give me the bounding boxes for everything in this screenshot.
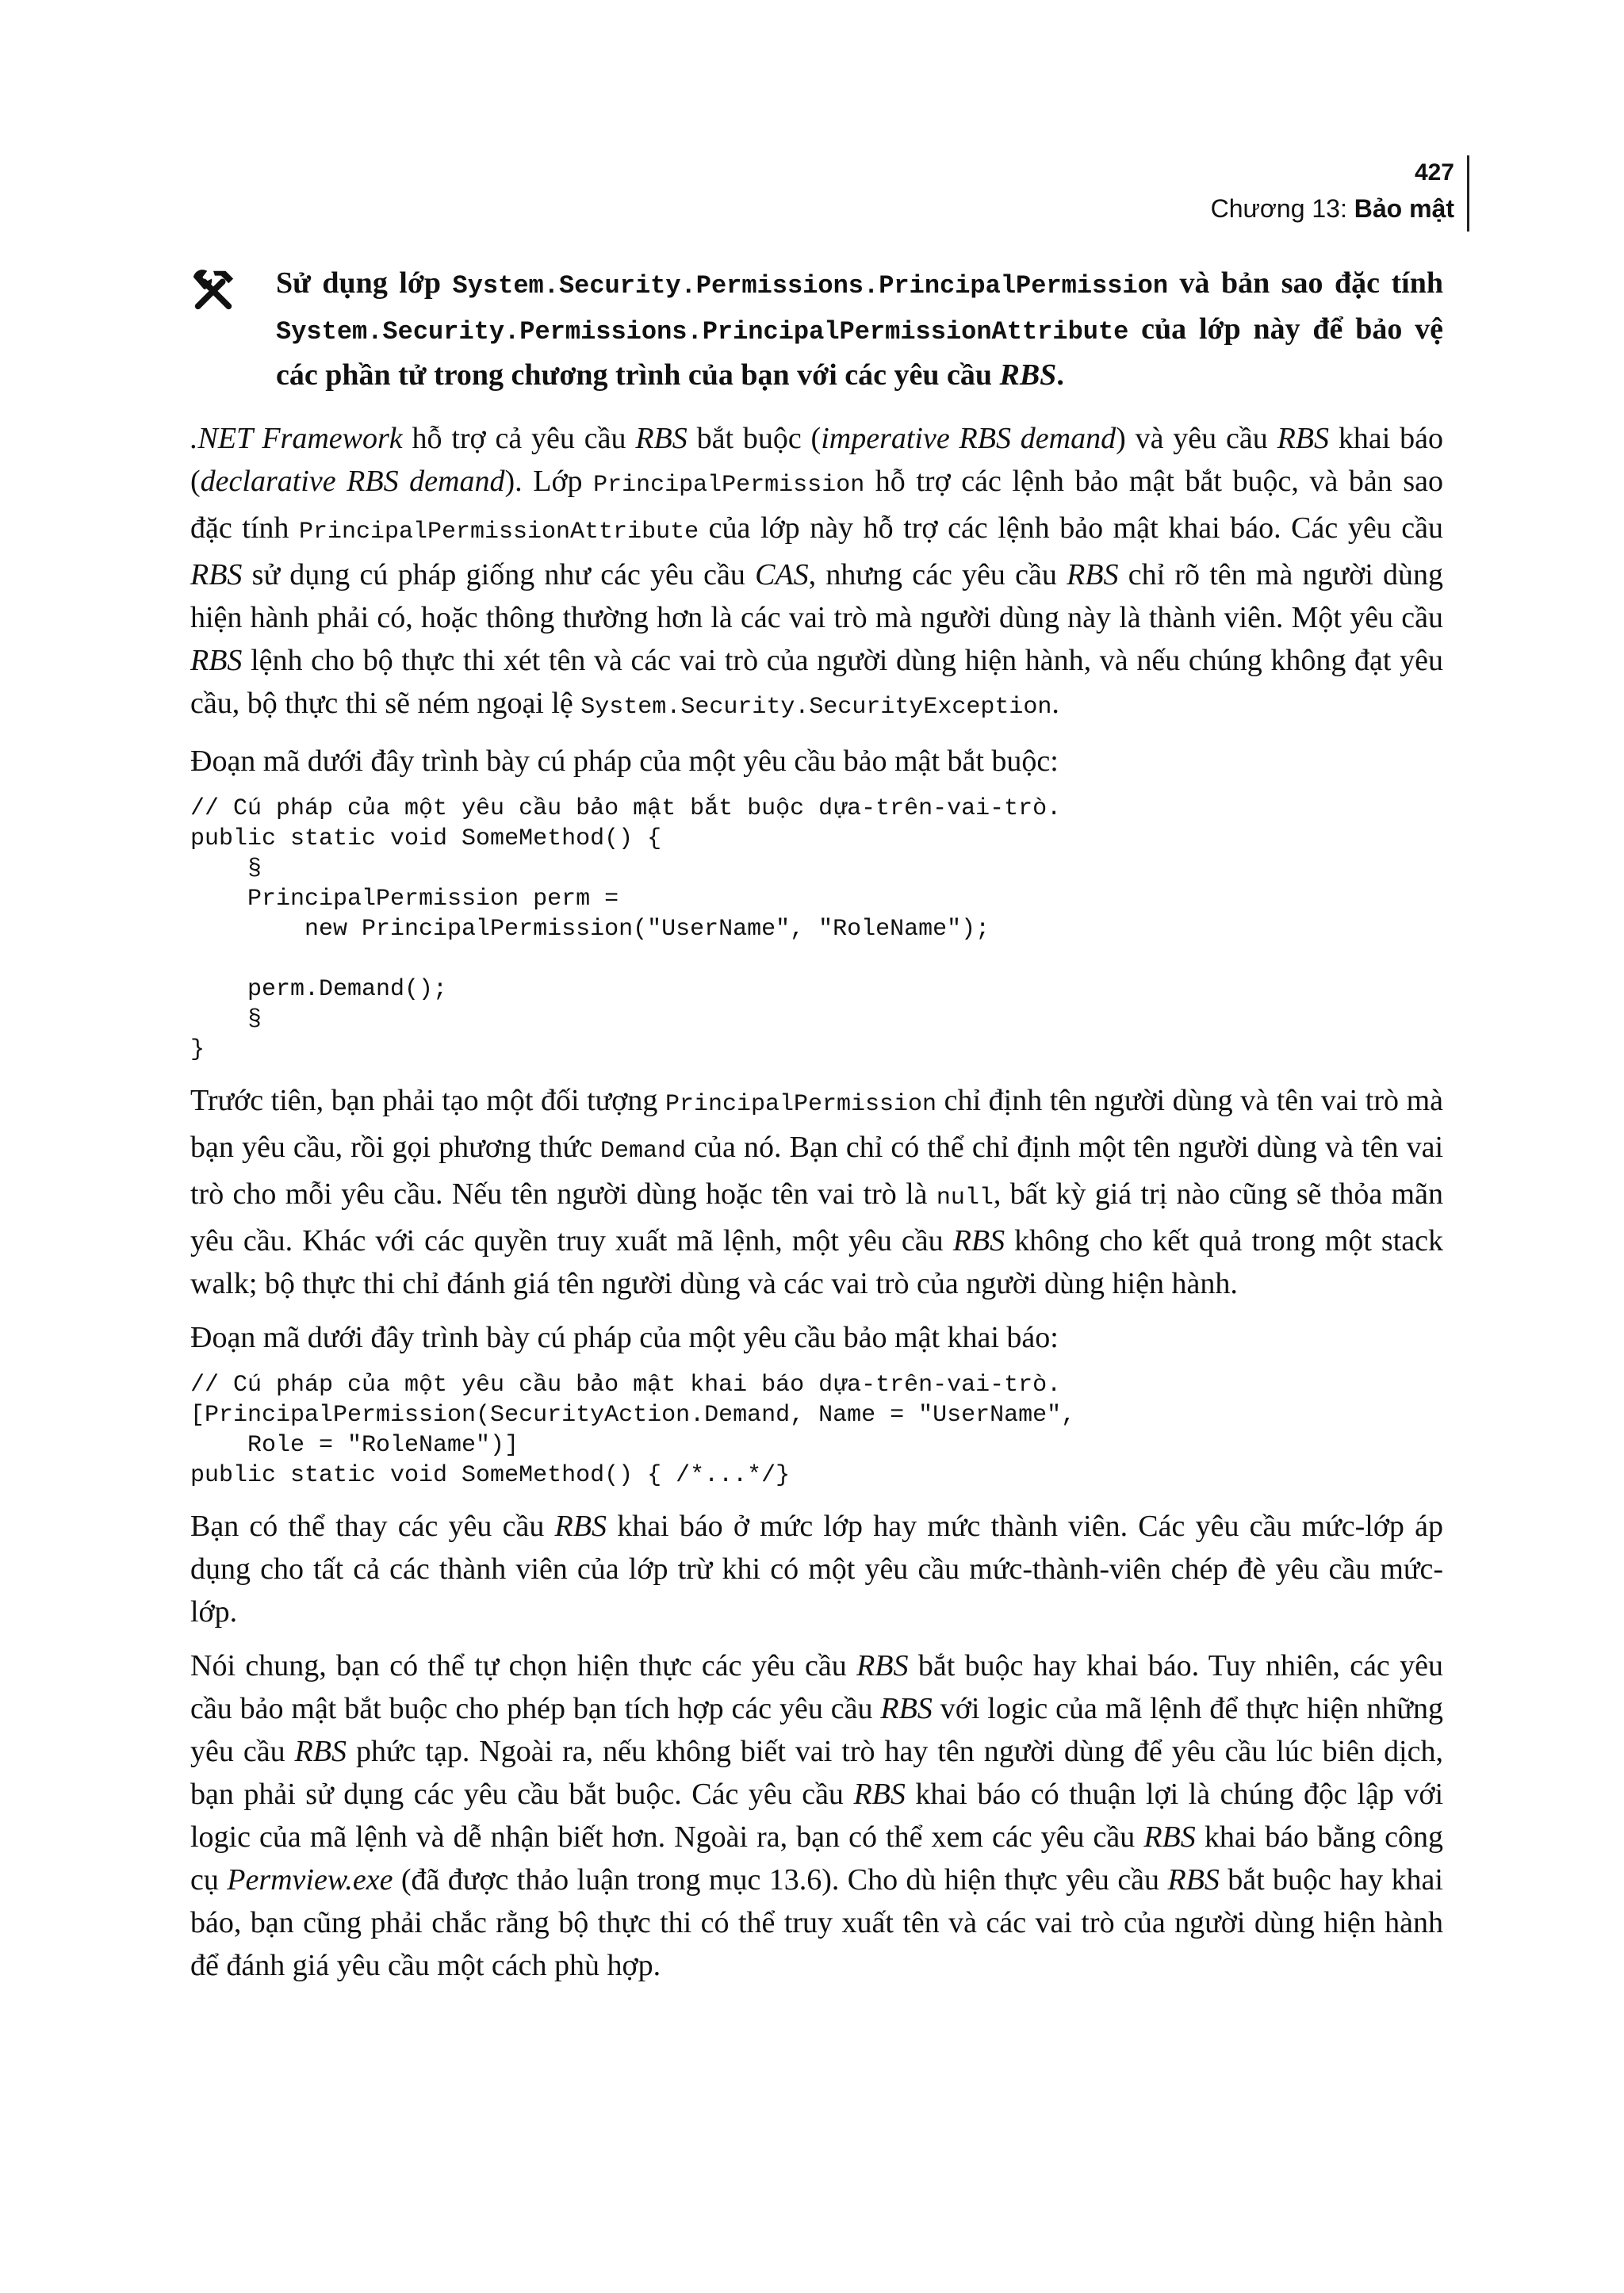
recipe-text-4: . (1056, 358, 1064, 392)
p6-italic-7: RBS (1167, 1863, 1220, 1897)
paragraph-5 (190, 1505, 1443, 1633)
p1-italic-1: .NET Framework (190, 422, 403, 455)
p1-text-1: hỗ trợ cả yêu cầu (402, 422, 636, 455)
p1-text-11: lệnh cho bộ thực thi xét tên và các vai trò của người dùng hiện hành, và nếu chúng không đạt yêu cầu, bộ thực thi sẽ ném ngoại lệ (190, 644, 1443, 720)
recipe-code-1: System.Security.Permissions.PrincipalPermission (452, 271, 1169, 301)
p3-text-3: của nó. Bạn chỉ có thể chỉ định một tên người dùng và tên vai trò cho mỗi yêu cầu. Nếu tên người dùng hoặc tên vai trò là (190, 1131, 1443, 1211)
p1-code-1: PrincipalPermission (593, 472, 865, 499)
chapter-prefix: Chương 13: (1210, 194, 1354, 223)
p1-text-7: của lớp này hỗ trợ các lệnh bảo mật khai báo. Các yêu cầu (699, 511, 1443, 545)
p6-italic-3: RBS (294, 1735, 347, 1768)
p6-italic-5: RBS (1143, 1820, 1196, 1854)
p1-text-8: sử dụng cú pháp giống như các yêu cầu (242, 558, 756, 591)
paragraph-3 (190, 1079, 1443, 1305)
p1-italic-4: RBS (1277, 422, 1330, 455)
p6-italic-2: RBS (880, 1692, 933, 1725)
p1-italic-6: RBS (190, 558, 243, 591)
p6-italic-1: RBS (856, 1649, 909, 1682)
p3-code-1: PrincipalPermission (665, 1091, 937, 1118)
p1-italic-3: imperative RBS demand (821, 422, 1116, 455)
tools-icon (190, 266, 236, 312)
p3-text-1: Trước tiên, bạn phải tạo một đối tượng (190, 1084, 665, 1117)
recipe-text-2: và bản sao đặc tính (1168, 266, 1443, 300)
p5-text-1: Bạn có thể thay các yêu cầu (190, 1510, 555, 1543)
p1-code-2: PrincipalPermissionAttribute (299, 519, 699, 545)
p6-text-1: Nói chung, bạn có thể tự chọn hiện thực các yêu cầu (190, 1649, 857, 1682)
paragraph-4: Đoạn mã dưới đây trình bày cú pháp của một yêu cầu bảo mật khai báo: (190, 1321, 1059, 1354)
recipe-text-1: Sử dụng lớp (276, 266, 453, 300)
p1-italic-5: declarative RBS demand (200, 465, 505, 498)
p6-text-2: bắt buộc hay khai báo. Tuy nhiên, các yêu cầu bảo mật bắt buộc cho phép bạn tích hợp các yêu cầu (190, 1649, 1443, 1725)
p6-italic-4: RBS (853, 1778, 906, 1811)
page-content (190, 262, 1443, 1998)
p3-text-5: không cho kết quả trong một stack walk; bộ thực thi chỉ đánh giá tên người dùng và các vai trò của người dùng hiện hành. (190, 1224, 1444, 1300)
p1-text-2: bắt buộc ( (687, 422, 822, 455)
p1-italic-9: RBS (190, 644, 243, 677)
p6-text-6: khai báo bằng công cụ (190, 1820, 1443, 1897)
p3-italic-1: RBS (952, 1224, 1005, 1258)
p5-text-2: khai báo ở mức lớp hay mức thành viên. Các yêu cầu mức-lớp áp dụng cho tất cả các thành viên của lớp trừ khi có một yêu cầu mức-thành-viên chép đè yêu cầu mức-lớp. (190, 1510, 1443, 1629)
chapter-name: Bảo mật (1354, 194, 1454, 223)
p3-code-3: null (936, 1185, 994, 1212)
page-number: 427 (1414, 159, 1454, 186)
p6-text-7: (đã được thảo luận trong mục 13.6). Cho dù hiện thực yêu cầu (393, 1863, 1168, 1897)
p1-text-4: khai báo ( (190, 422, 1443, 498)
p1-text-5: ). Lớp (504, 465, 594, 498)
p5-italic-1: RBS (554, 1510, 607, 1543)
p3-text-2: chỉ định tên người dùng và tên vai trò mà bạn yêu cầu, rồi gọi phương thức (190, 1084, 1443, 1164)
p1-italic-7: CAS (755, 558, 809, 591)
p6-text-4: phức tạp. Ngoài ra, nếu không biết vai trò hay tên người dùng để yêu cầu lúc biên dịch, bạn phải sử dụng các yêu cầu bắt buộc. Các yêu cầu (190, 1735, 1443, 1811)
p1-text-10: chỉ rõ tên mà người dùng hiện hành phải có, hoặc thông thường hơn là các vai trò mà người dùng này là thành viên. Một yêu cầu (190, 558, 1443, 634)
p3-code-2: Demand (600, 1138, 687, 1165)
p1-italic-8: RBS (1067, 558, 1119, 591)
p3-text-4: , bất kỳ giá trị nào cũng sẽ thỏa mãn yêu cầu. Khác với các quyền truy xuất mã lệnh, một yêu cầu (190, 1177, 1443, 1258)
p6-text-8: bắt buộc hay khai báo, bạn cũng phải chắc rằng bộ thực thi có thể truy xuất tên và các vai trò của người dùng hiện hành để đánh giá yêu cầu một cách phù hợp. (190, 1863, 1443, 1982)
chapter-title (1211, 190, 1454, 227)
p6-italic-6: Permview.exe (227, 1863, 393, 1897)
paragraph-2: Đoạn mã dưới đây trình bày cú pháp của một yêu cầu bảo mật bắt buộc: (190, 745, 1059, 778)
code-block-declarative: // Cú pháp của một yêu cầu bảo mật khai báo dựa-trên-vai-trò. [PrincipalPermission(SecurityAction.Demand, Name = "UserName", Role = "RoleName")] public static void SomeMethod() { /*...*/} (190, 1372, 1076, 1489)
recipe-text-3: của lớp này để bảo vệ các phần tử trong chương trình của bạn với các yêu cầu (276, 312, 1443, 392)
paragraph-1 (190, 417, 1443, 729)
p1-text-6: hỗ trợ các lệnh bảo mật bắt buộc, và bản sao đặc tính (190, 465, 1443, 545)
p6-text-5: khai báo có thuận lợi là chúng độc lập với logic của mã lệnh và dễ nhận biết hơn. Ngoài ra, bạn có thể xem các yêu cầu (190, 1778, 1443, 1854)
p1-italic-2: RBS (635, 422, 688, 455)
recipe-italic-1: RBS (999, 358, 1057, 392)
p1-text-9: , nhưng các yêu cầu (808, 558, 1067, 591)
paragraph-6 (190, 1644, 1443, 1987)
page-header (1211, 155, 1454, 227)
code-block-imperative: // Cú pháp của một yêu cầu bảo mật bắt buộc dựa-trên-vai-trò. public static void SomeMethod() { § PrincipalPermission perm = new PrincipalPermission("UserName", "RoleName"); perm.Demand(); § } (190, 795, 1062, 1063)
header-divider (1467, 155, 1469, 232)
p1-text-3: ) và yêu cầu (1116, 422, 1277, 455)
p1-text-12: . (1051, 687, 1059, 720)
p1-code-3: System.Security.SecurityException (580, 694, 1052, 721)
recipe-heading (190, 262, 1443, 396)
p6-text-3: với logic của mã lệnh để thực hiện những yêu cầu (190, 1692, 1444, 1768)
recipe-code-2: System.Security.Permissions.PrincipalPermissionAttribute (276, 317, 1129, 346)
